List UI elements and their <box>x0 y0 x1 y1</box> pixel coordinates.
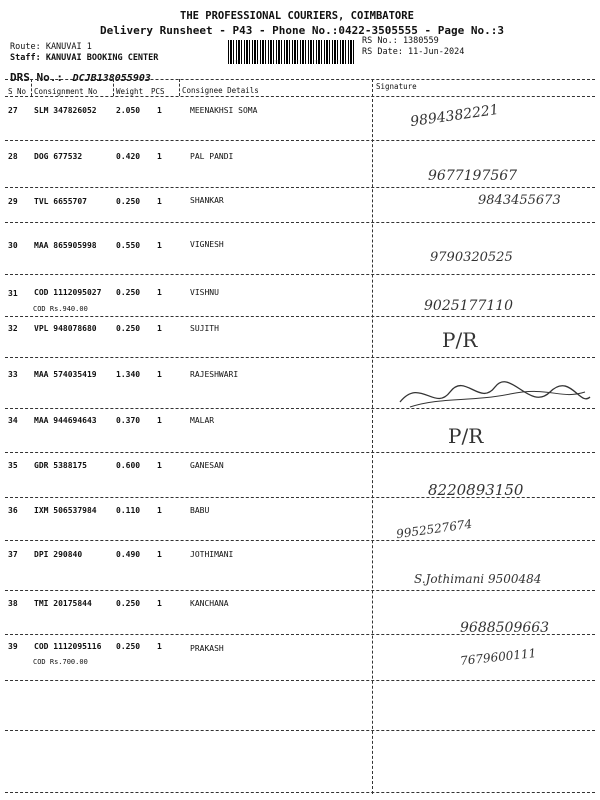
row-signature: 9688509663 <box>460 620 550 636</box>
row-divider <box>5 590 595 591</box>
row-consignee: JOTHIMANI <box>190 550 234 559</box>
row-sno: 33 <box>8 370 18 379</box>
row-consignee: VIGNESH <box>190 240 224 249</box>
row-sno: 32 <box>8 324 18 333</box>
row-signature: 7679600111 <box>459 646 537 668</box>
row-divider <box>5 680 595 681</box>
row-signature: 8220893150 <box>428 481 524 499</box>
col-divider <box>179 79 180 96</box>
drs-value: DCJB138055903 <box>72 73 151 84</box>
drs-label: DRS No.: <box>10 71 63 84</box>
row-consignment: IXM 506537984 <box>34 506 97 515</box>
row-signature: 9025177110 <box>424 298 514 314</box>
row-consignment: MAA 574035419 <box>34 370 97 379</box>
row-divider <box>5 140 595 141</box>
row-sno: 36 <box>8 506 18 515</box>
row-consignee: KANCHANA <box>190 599 229 608</box>
row-weight: 1.340 <box>116 370 141 379</box>
barcode-image <box>228 40 356 64</box>
row-weight: 0.110 <box>116 506 141 515</box>
row-sno: 37 <box>8 550 18 559</box>
cod-amount: COD Rs.940.00 <box>33 305 88 313</box>
table-bottom-border <box>5 792 595 793</box>
row-consignment: TVL 6655707 <box>34 197 87 206</box>
row-weight: 0.550 <box>116 241 141 250</box>
row-divider <box>5 730 595 731</box>
row-divider <box>5 274 595 275</box>
row-consignee: MALAR <box>190 416 215 425</box>
row-consignee: BABU <box>190 506 210 515</box>
row-divider <box>5 497 595 498</box>
row-signature: 9677197567 <box>428 168 518 184</box>
row-pcs: 1 <box>157 152 162 161</box>
row-signature: 9843455673 <box>478 193 561 208</box>
col-header-sno: S No <box>8 87 27 96</box>
runsheet-subtitle: Delivery Runsheet - P43 - Phone No.:0422-3505555 - Page No.:3 <box>100 24 504 37</box>
col-header-consignee: Consignee Details <box>182 86 259 95</box>
row-consignment: MAA 944694643 <box>34 416 97 425</box>
row-divider <box>5 452 595 453</box>
row-consignment: VPL 948078680 <box>34 324 97 333</box>
row-sno: 38 <box>8 599 18 608</box>
row-sno: 31 <box>8 289 18 298</box>
row-weight: 0.250 <box>116 599 141 608</box>
row-signature: P/R <box>442 328 478 352</box>
row-consignee: GANESAN <box>190 461 224 470</box>
row-pcs: 1 <box>157 370 162 379</box>
row-sno: 28 <box>8 152 18 161</box>
row-sno: 29 <box>8 197 18 206</box>
row-consignment: SLM 347826052 <box>34 106 97 115</box>
row-consignee: SHANKAR <box>190 196 224 205</box>
row-pcs: 1 <box>157 288 162 297</box>
row-signature: 9790320525 <box>430 250 513 265</box>
row-signature: 9952527674 <box>395 516 473 542</box>
row-divider <box>5 222 595 223</box>
header-bottom-border <box>5 96 595 97</box>
row-pcs: 1 <box>157 241 162 250</box>
row-consignee: RAJESHWARI <box>190 370 239 379</box>
row-consignment: GDR 5388175 <box>34 461 87 470</box>
row-sno: 39 <box>8 642 18 651</box>
col-header-weight: Weight <box>116 87 144 96</box>
row-weight: 0.600 <box>116 461 141 470</box>
col-header-pcs: PCS <box>151 87 165 96</box>
row-consignment: MAA 865905998 <box>34 241 97 250</box>
row-consignee: VISHNU <box>190 288 219 297</box>
row-divider <box>5 316 595 317</box>
row-divider <box>5 634 595 635</box>
row-divider <box>5 540 595 541</box>
row-sno: 30 <box>8 241 18 250</box>
row-weight: 2.050 <box>116 106 141 115</box>
row-consignee: SUJITH <box>190 324 219 333</box>
row-weight: 0.250 <box>116 324 141 333</box>
col-divider <box>31 79 32 96</box>
row-weight: 0.250 <box>116 288 141 297</box>
rs-date: RS Date: 11-Jun-2024 <box>362 47 465 57</box>
row-signature: S.Jothimani 9500484 <box>414 572 542 586</box>
company-title: THE PROFESSIONAL COURIERS, COIMBATORE <box>180 10 414 22</box>
row-divider <box>5 187 595 188</box>
row-signature: P/R <box>448 424 484 448</box>
row-consignment: DPI 290840 <box>34 550 83 559</box>
row-weight: 0.250 <box>116 197 141 206</box>
row-weight: 0.420 <box>116 152 141 161</box>
rs-number: RS No.: 1380559 <box>362 36 439 46</box>
cod-amount: COD Rs.700.00 <box>33 658 88 666</box>
row-pcs: 1 <box>157 416 162 425</box>
staff-text: Staff: KANUVAI BOOKING CENTER <box>10 53 159 63</box>
row-weight: 0.370 <box>116 416 141 425</box>
signature-scribble <box>390 372 595 422</box>
row-consignee: PAL PANDI <box>190 152 234 161</box>
row-sno: 34 <box>8 416 18 425</box>
col-header-signature: Signature <box>376 82 417 91</box>
row-signature: 9894382221 <box>409 101 500 131</box>
row-sno: 27 <box>8 106 18 115</box>
row-consignment: COD 1112095027 <box>34 288 102 297</box>
row-pcs: 1 <box>157 550 162 559</box>
row-pcs: 1 <box>157 506 162 515</box>
row-consignee: PRAKASH <box>190 644 224 653</box>
row-weight: 0.490 <box>116 550 141 559</box>
row-pcs: 1 <box>157 599 162 608</box>
row-divider <box>5 408 595 409</box>
row-consignment: DOG 677532 <box>34 152 83 161</box>
row-divider <box>5 357 595 358</box>
row-pcs: 1 <box>157 642 162 651</box>
row-weight: 0.250 <box>116 642 141 651</box>
row-sno: 35 <box>8 461 18 470</box>
row-pcs: 1 <box>157 461 162 470</box>
col-header-consignment: Consignment No <box>34 87 98 96</box>
row-pcs: 1 <box>157 324 162 333</box>
row-consignment: COD 1112095116 <box>34 642 102 651</box>
row-consignment: TMI 20175844 <box>34 599 92 608</box>
table-top-border <box>5 79 595 80</box>
route-text: Route: KANUVAI 1 <box>10 42 92 52</box>
col-divider <box>113 79 114 96</box>
row-pcs: 1 <box>157 197 162 206</box>
row-consignee: MEENAKHSI SOMA <box>190 106 258 115</box>
row-pcs: 1 <box>157 106 162 115</box>
